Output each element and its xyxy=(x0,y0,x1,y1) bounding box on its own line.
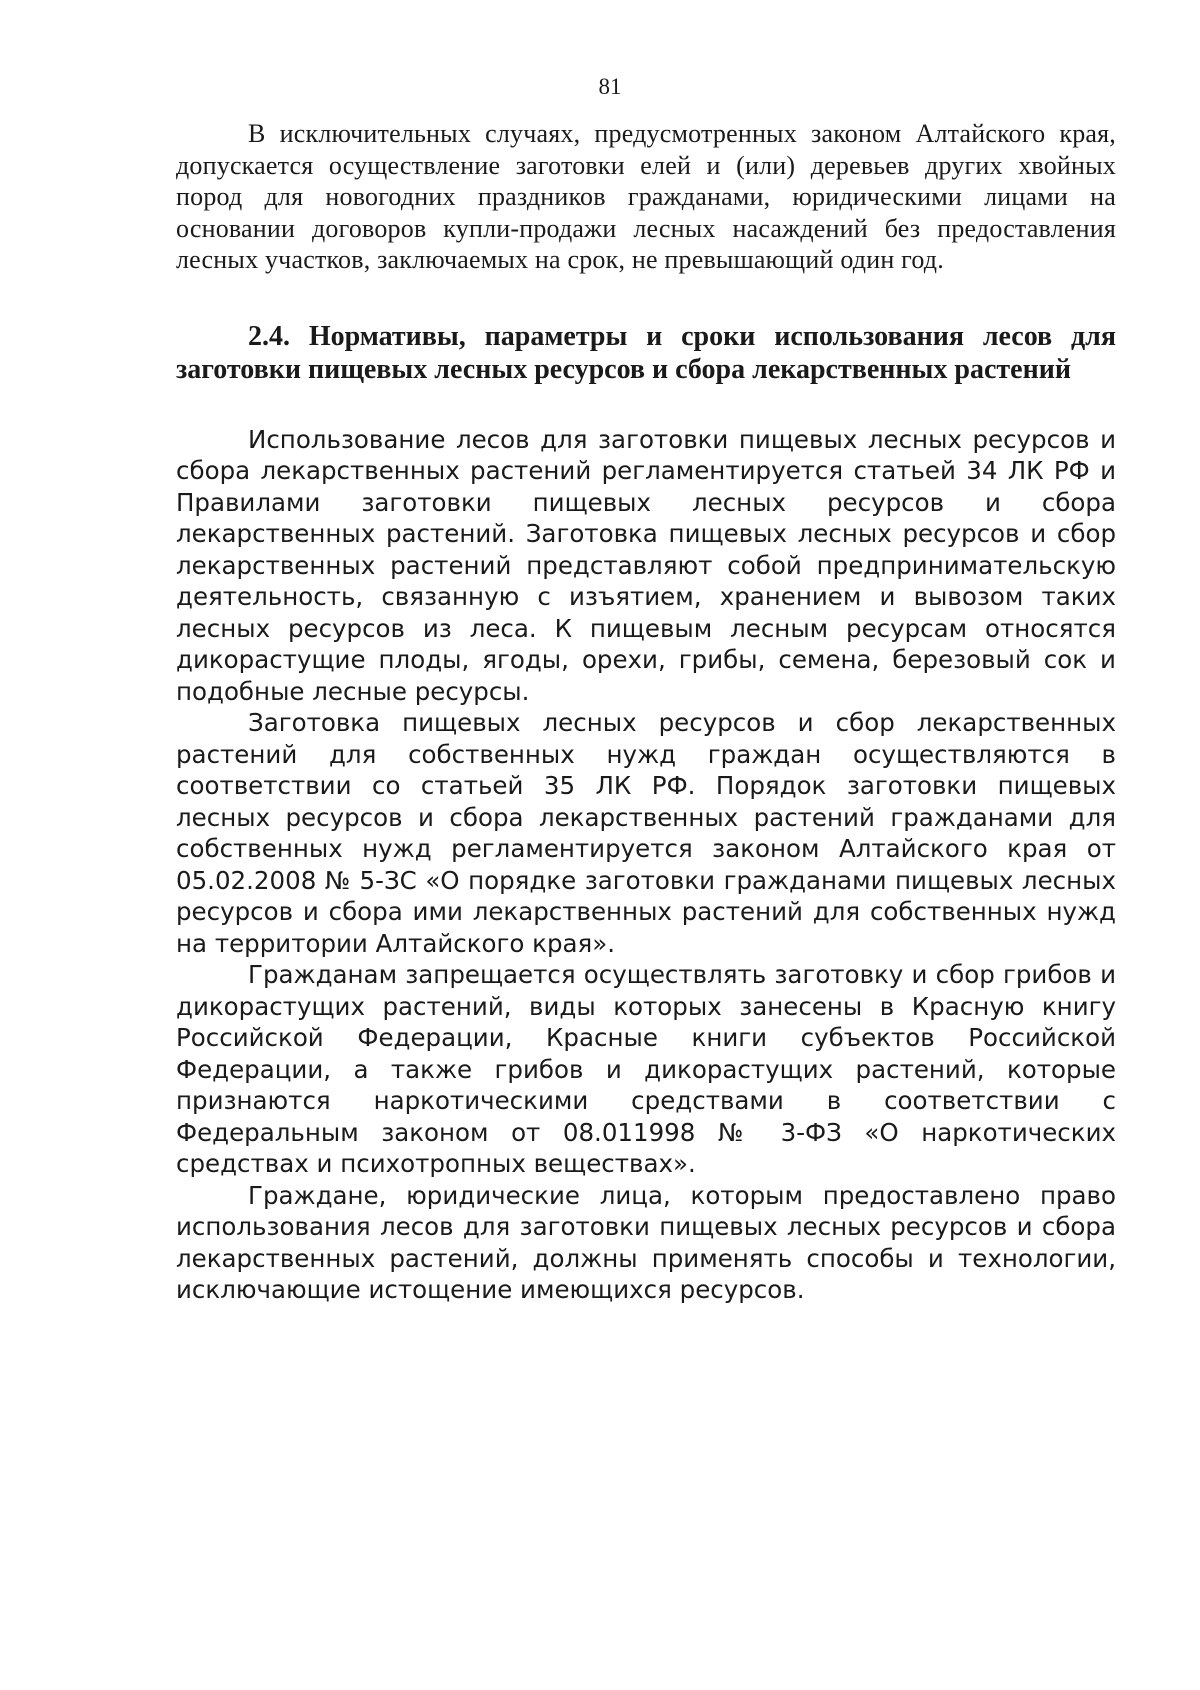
paragraph-technologies: Граждане, юридические лица, которым предоставлено право использования лесов для заготовки пищевых лесных ресурсов и сбора лекарственных растений, должны применять способы и технологии, исключающие истощение имеющихся ресурсов. xyxy=(176,1180,1116,1304)
page-content xyxy=(176,118,1116,1306)
paragraph-own-needs: Заготовка пищевых лесных ресурсов и сбор лекарственных растений для собственных нужд граждан осуществляются в соответствии со статьей 35 ЛК РФ. Порядок заготовки пищевых лесных ресурсов и сбора лекарственных растений гражданами для собственных нужд регламентируется законом Алтайского края от 05.02.2008 № 5-ЗС «О порядке заготовки гражданами пищевых лесных ресурсов и сбора ими лекарственных растений для собственных нужд на территории Алтайского края». xyxy=(176,708,1116,958)
paragraph-usage: Использование лесов для заготовки пищевых лесных ресурсов и сбора лекарственных растений регламентируется статьей 34 ЛК РФ и Правилами заготовки пищевых лесных ресурсов и сбора лекарственных растений. Заготовка пищевых лесных ресурсов и сбор лекарственных растений представляют собой предпринимательскую деятельность, связанную с изъятием, хранением и вывозом таких лесных ресурсов из леса. К пищевым лесным ресурсам относятся дикорастущие плоды, ягоды, орехи, грибы, семена, березовый сок и подобные лесные ресурсы. xyxy=(176,424,1116,706)
section-heading: 2.4. Нормативы, параметры и сроки использования лесов для заготовки пищевых лесных ресурсов и сбора лекарственных растений xyxy=(176,320,1116,385)
page-number: 81 xyxy=(598,74,622,99)
intro-paragraph: В исключительных случаях, предусмотренных законом Алтайского края, допускается осуществление заготовки елей и (или) деревьев других хвойных пород для новогодних праздников гражданами, юридическими лицами на основании договоров купли-продажи лесных насаждений без предоставления лесных участков, заключаемых на срок, не превышающий один год. xyxy=(176,119,1116,274)
paragraph-prohibition: Гражданам запрещается осуществлять заготовку и сбор грибов и дикорастущих растений, виды которых занесены в Красную книгу Российской Федерации, Красные книги субъектов Российской Федерации, а также грибов и дикорастущих растений, которые признаются наркотическими средствами в соответствии с Федеральным законом от 08.011998 № 3-ФЗ «О наркотических средствах и психотропных веществах». xyxy=(176,960,1116,1178)
